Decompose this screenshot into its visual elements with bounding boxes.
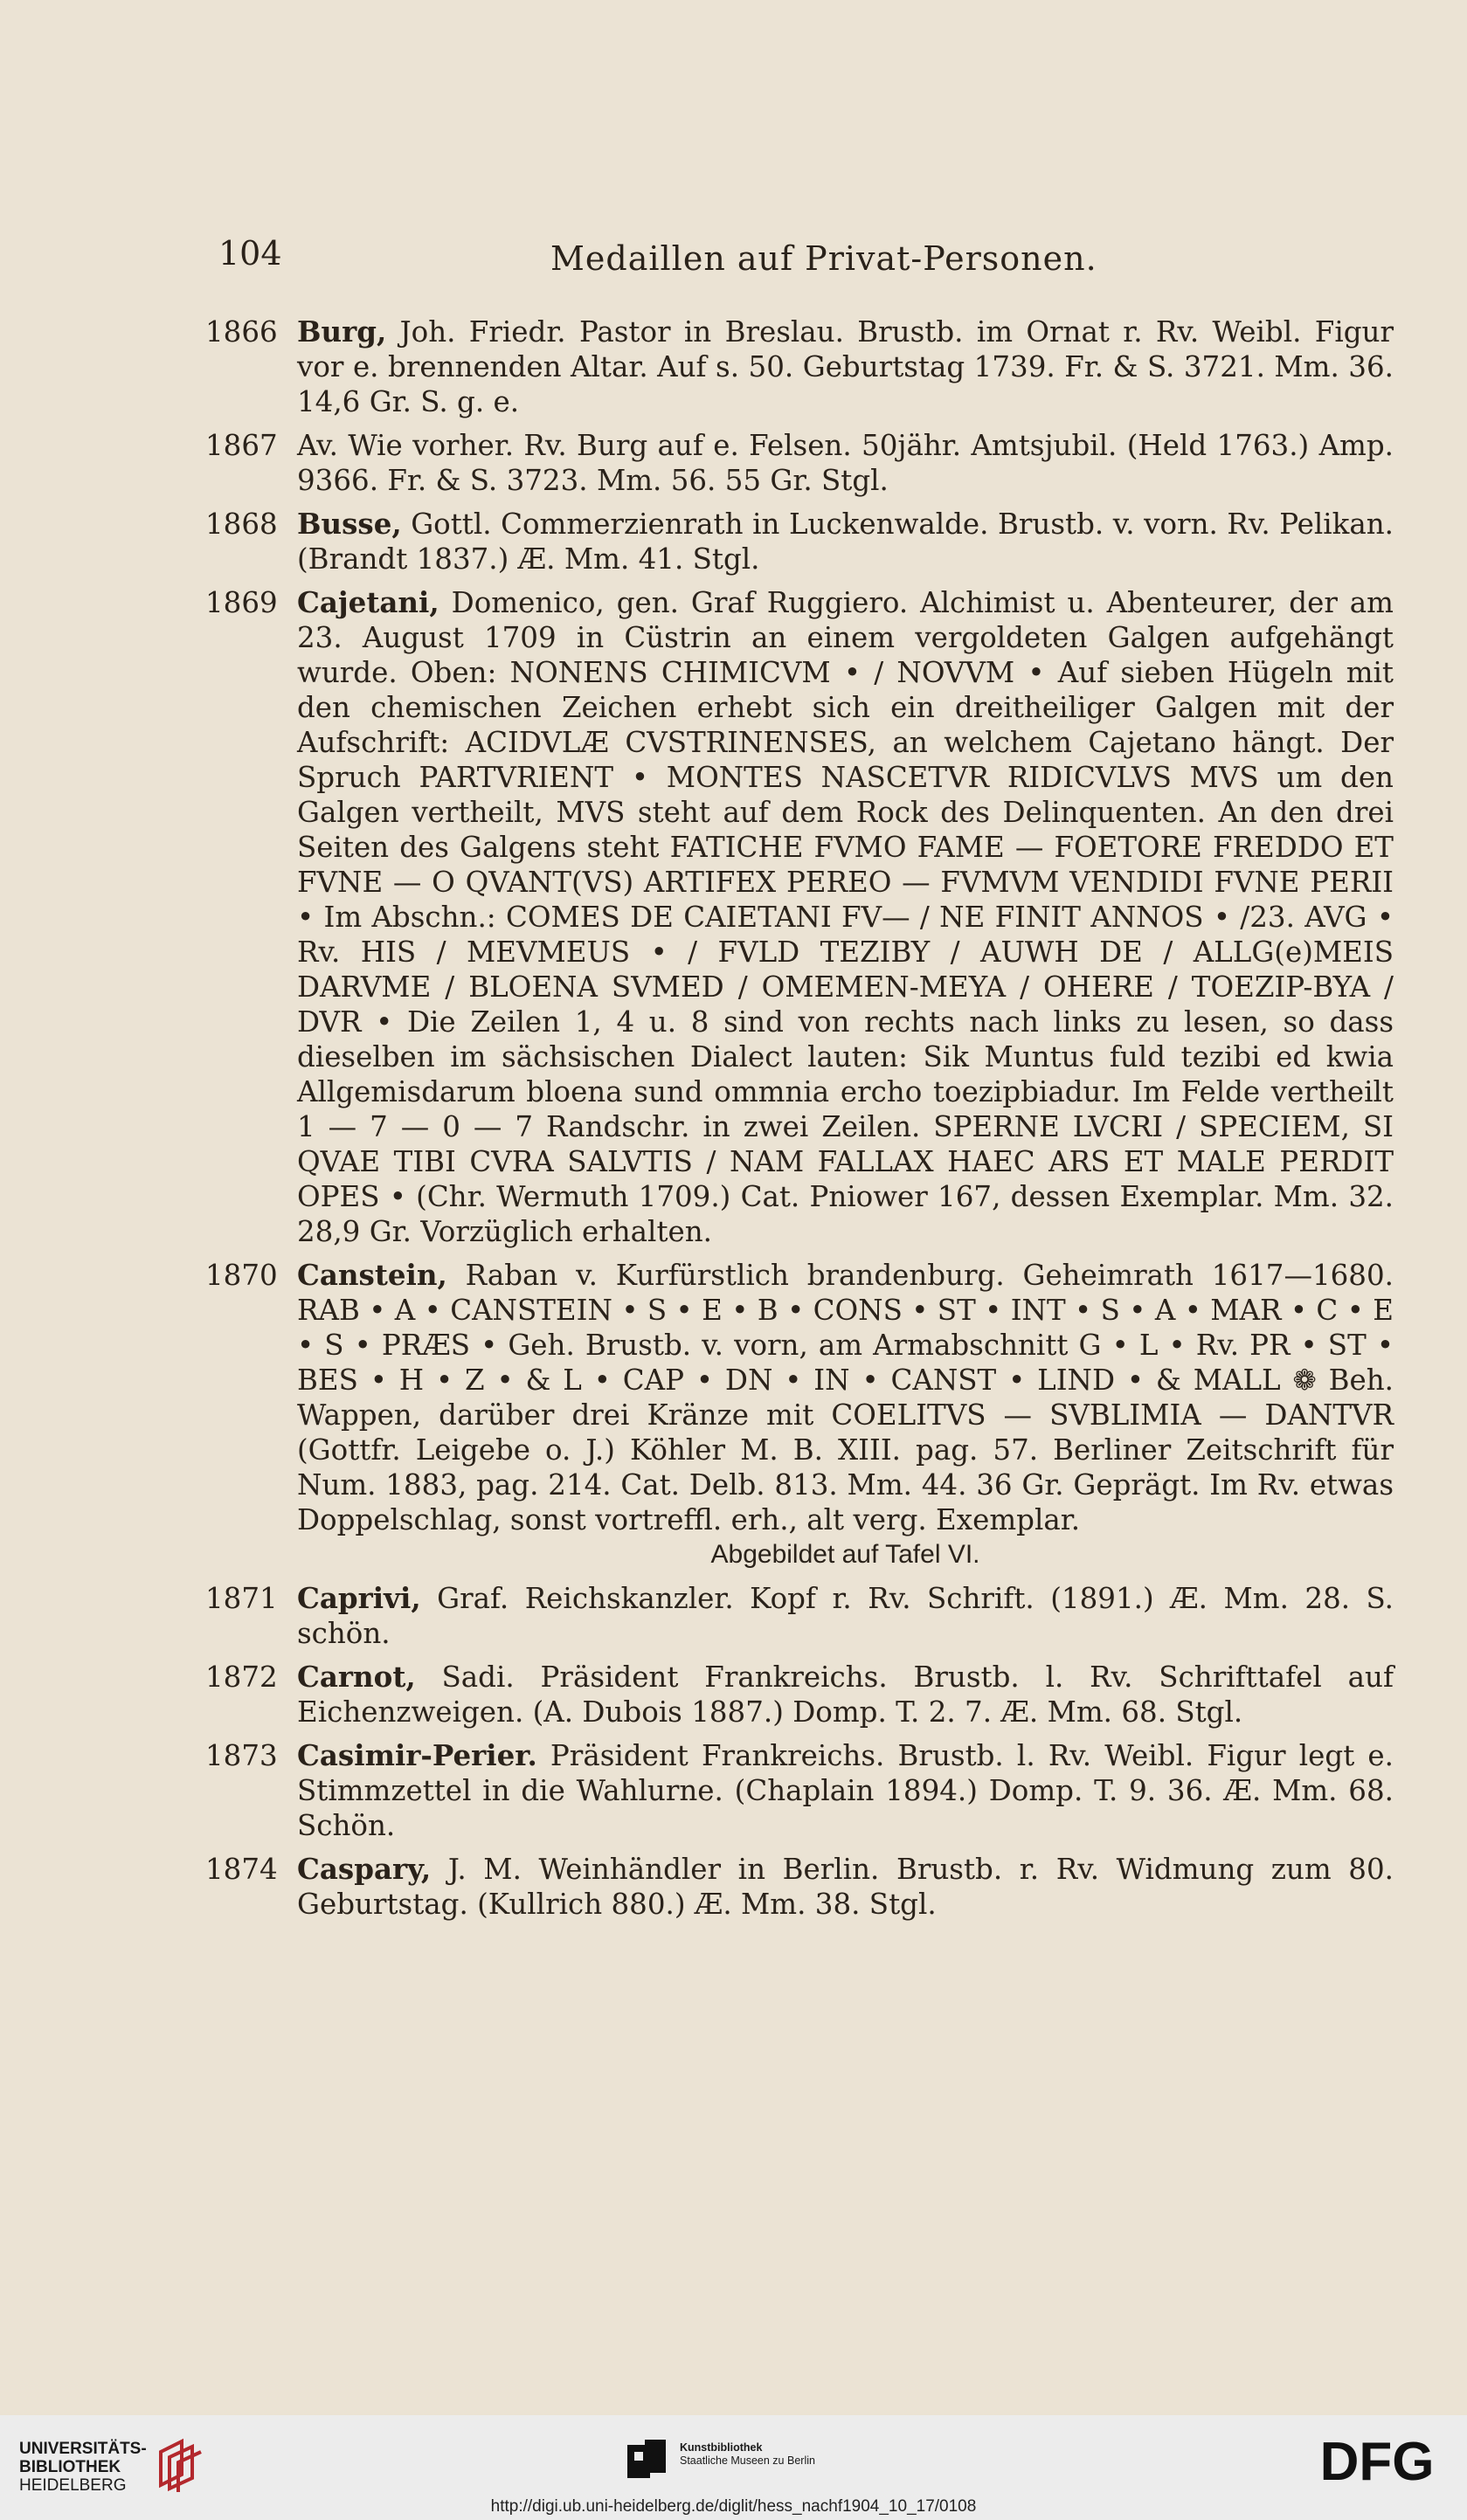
entry-description: Domenico, gen. Graf Ruggiero. Alchimist u. Abenteurer, der am 23. August 1709 in Cüstrin an einem vergoldeten Galgen aufgehängt wurde. Oben: NONENS CHIMICVM • / NOVVM • Auf sieben Hügeln mit den chemischen Zeichen erhebt sich ein dreitheiliger Galgen mit der Aufschrift: ACIDVLÆ CVSTRINENSES, an welchem Cajetano hängt. Der Spruch PARTVRIENT • MONTES NASCETVR RIDICVLVS MVS um den Galgen vertheilt, MVS steht auf dem Rock des Delinquenten. An den drei Seiten des Galgens steht FATICHE FVMO FAME — FOETORE FREDDO ET FVNE — O QVANT(VS) ARTIFEX PEREO — FVMVM VENDIDI FVNE PERII • Im Abschn.: COMES DE CAIETANI FV— / NE FINIT ANNOS • /23. AVG • Rv. HIS / MEVMEUS • / FVLD TEZIBY / AUWH DE / ALLG(e)MEIS DARVME / BLOENA SVMED / OMEMEN-MEYA / OHERE / TOEZIP-BYA / DVR • Die Zeilen 1, 4 u. 8 sind von rechts nach links zu lesen, so dass dieselben im sächsischen Dialect lauten: Sik Muntus fuld tezibi ed kwia Allgemisdarum bloena sund ommnia ercho toezipbiadur. Im Felde vertheilt 1 — 7 — 0 — 7 Randschr. in zwei Zeilen. SPERNE LVCRI / SPECIEM, SI QVAE TIBI CVRA SALVTIS / NAM FALLAX HAEC ARS ET MALE PERDIT OPES • (Chr. Wermuth 1709.) Cat. Pniower 167, dessen Exemplar. Mm. 32. 28,9 Gr. Vorzüglich erhalten. — [297, 586, 1394, 1248]
entry-name: Cajetani, — [297, 585, 439, 619]
entry-text — [297, 1738, 1394, 1843]
catalogue-entry — [205, 1660, 1394, 1729]
entry-number: 1872 — [205, 1660, 278, 1694]
entry-text — [297, 1852, 1394, 1922]
footer-bar — [0, 2415, 1467, 2520]
kb-title: Kunstbibliothek — [680, 2441, 763, 2454]
entry-name: Caspary, — [297, 1852, 432, 1886]
university-library-label — [19, 2440, 147, 2495]
entry-text — [297, 1660, 1394, 1729]
university-library-logo-icon — [156, 2434, 204, 2492]
kb-subtitle: Staatliche Museen zu Berlin — [680, 2454, 815, 2467]
kunstbibliothek-label — [680, 2441, 815, 2468]
entry-description: J. M. Weinhändler in Berlin. Brustb. r. Rv. Widmung zum 80. Geburtstag. (Kullrich 880.) Æ. Mm. 38. Stgl. — [297, 1853, 1394, 1921]
catalogue-entry — [205, 507, 1394, 576]
library-line: UNIVERSITÄTS- — [19, 2440, 147, 2458]
entry-text — [297, 428, 1394, 498]
entry-name: Canstein, — [297, 1258, 447, 1292]
catalogue-entry — [205, 314, 1394, 419]
dfg-text: DFG — [1319, 2432, 1435, 2490]
catalogue-entry — [205, 1738, 1394, 1843]
catalogue-entry — [205, 1258, 1394, 1572]
library-line: HEIDELBERG — [19, 2476, 127, 2495]
page-header — [218, 234, 1389, 287]
entry-description: Gottl. Commerzienrath in Luckenwalde. Brustb. v. vorn. Rv. Pelikan. (Brandt 1837.) Æ. Mm. 41. Stgl. — [297, 507, 1394, 576]
kunstbibliothek-logo-icon — [626, 2438, 668, 2480]
entry-name: Burg, — [297, 314, 387, 349]
entry-name: Busse, — [297, 507, 402, 541]
library-line: BIBLIOTHEK — [19, 2458, 121, 2476]
catalogue-entry — [205, 1581, 1394, 1651]
entry-text — [297, 1581, 1394, 1651]
catalogue-entry — [205, 585, 1394, 1249]
entry-number: 1866 — [205, 315, 278, 349]
entry-number: 1871 — [205, 1582, 278, 1615]
source-url-link[interactable]: http://digi.ub.uni-heidelberg.de/diglit/hess_nachf1904_10_17/0108 — [490, 2497, 977, 2516]
entry-description: Raban v. Kurfürstlich brandenburg. Geheimrath 1617—1680. RAB • A • CANSTEIN • S • E • B • CONS • ST • INT • S • A • MAR • C • E • S • PRÆS • Geh. Brustb. v. vorn, am Armabschnitt G • L • Rv. PR • ST • BES • H • Z • & L • CAP • DN • IN • CANST • LIND • & MALL ❁ Beh. Wappen, darüber drei Kränze mit COELITVS — SVBLIMIA — DANTVR (Gottfr. Leigebe o. J.) Köhler M. B. XIII. pag. 57. Berliner Zeitschrift für Num. 1883, pag. 214. Cat. Delb. 813. Mm. 44. 36 Gr. Geprägt. Im Rv. etwas Doppelschlag, sonst vortreffl. erh., alt verg. Exemplar. — [297, 1259, 1394, 1536]
entry-name: Carnot, — [297, 1660, 416, 1694]
entry-number: 1868 — [205, 507, 278, 541]
entry-number: 1867 — [205, 429, 278, 462]
dfg-logo — [1307, 2429, 1447, 2490]
entry-number: 1870 — [205, 1259, 278, 1292]
entry-text — [297, 507, 1394, 576]
entry-text — [297, 585, 1394, 1249]
entry-name: Caprivi, — [297, 1581, 421, 1615]
running-title: Medaillen auf Privat-Personen. — [550, 239, 1097, 278]
entry-description: Graf. Reichskanzler. Kopf r. Rv. Schrift. (1891.) Æ. Mm. 28. S. schön. — [297, 1582, 1394, 1650]
page-number: 104 — [218, 234, 282, 273]
entry-text — [297, 1258, 1394, 1537]
plate-note: Abgebildet auf Tafel VI. — [710, 1540, 980, 1569]
catalogue-entries — [205, 314, 1394, 1930]
entry-number: 1874 — [205, 1853, 278, 1886]
entry-text — [297, 314, 1394, 419]
entry-description: Präsident Frankreichs. Brustb. l. Rv. Weibl. Figur legt e. Stimmzettel in die Wahlurne. (Chaplain 1894.) Domp. T. 9. 36. Æ. Mm. 68. Schön. — [297, 1739, 1394, 1842]
entry-description: Joh. Friedr. Pastor in Breslau. Brustb. im Ornat r. Rv. Weibl. Figur vor e. brennenden Altar. Auf s. 50. Geburtstag 1739. Fr. & S. 3721. Mm. 36. 14,6 Gr. S. g. e. — [297, 315, 1394, 418]
entry-description: Av. Wie vorher. Rv. Burg auf e. Felsen. 50jähr. Amtsjubil. (Held 1763.) Amp. 9366. Fr. & S. 3723. Mm. 56. 55 Gr. Stgl. — [297, 429, 1394, 497]
catalogue-entry — [205, 428, 1394, 498]
catalogue-entry — [205, 1852, 1394, 1922]
entry-description: Sadi. Präsident Frankreichs. Brustb. l. Rv. Schrifttafel auf Eichenzweigen. (A. Dubois 1887.) Domp. T. 2. 7. Æ. Mm. 68. Stgl. — [297, 1660, 1394, 1729]
entry-number: 1869 — [205, 586, 278, 619]
entry-number: 1873 — [205, 1739, 278, 1772]
entry-name: Casimir-Perier. — [297, 1738, 537, 1772]
